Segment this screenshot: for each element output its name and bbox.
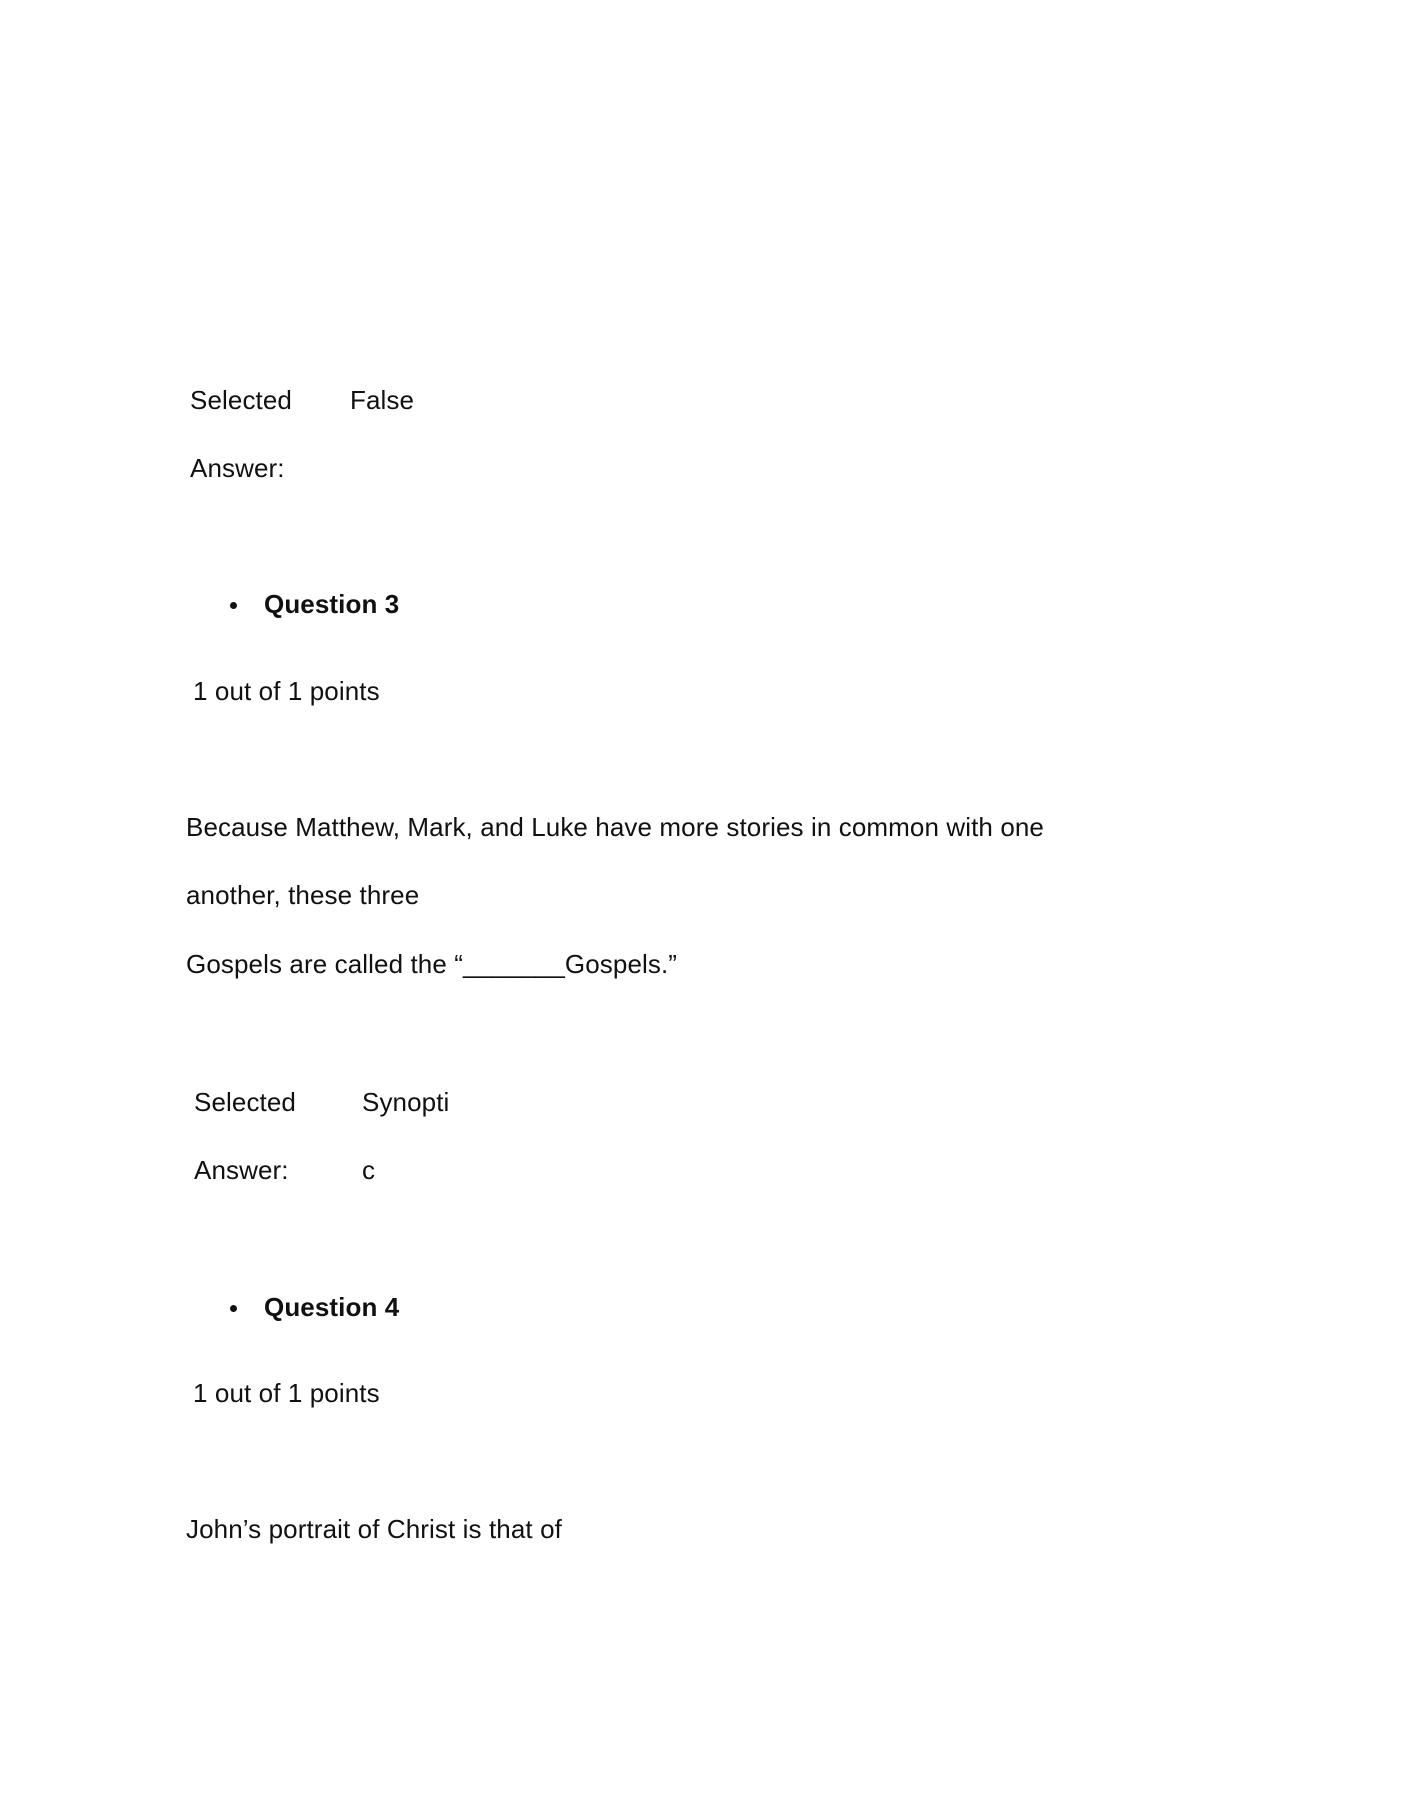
q4-bullet [230, 1305, 237, 1312]
q3-bullet [230, 602, 237, 609]
q2-selected-label: Selected [190, 385, 292, 415]
q3-answer-label: Answer: [194, 1155, 289, 1185]
q3-selected-value-line-2: c [362, 1155, 376, 1185]
q3-question-line-1: Because Matthew, Mark, and Luke have more stories in common with one [186, 812, 1044, 842]
q4-title: Question 4 [264, 1292, 400, 1322]
q3-selected-label: Selected [194, 1087, 296, 1117]
q3-question-line-2: another, these three [186, 880, 420, 910]
q3-selected-value-line-1: Synopti [362, 1087, 450, 1117]
q3-question-line-3: Gospels are called the “_______Gospels.” [186, 949, 678, 979]
q4-points: 1 out of 1 points [193, 1378, 380, 1408]
q2-selected-value: False [350, 385, 415, 415]
q3-points: 1 out of 1 points [193, 676, 380, 706]
q3-title: Question 3 [264, 589, 400, 619]
q2-answer-label: Answer: [190, 453, 285, 483]
q4-question-line-1: John’s portrait of Christ is that of [186, 1514, 562, 1544]
